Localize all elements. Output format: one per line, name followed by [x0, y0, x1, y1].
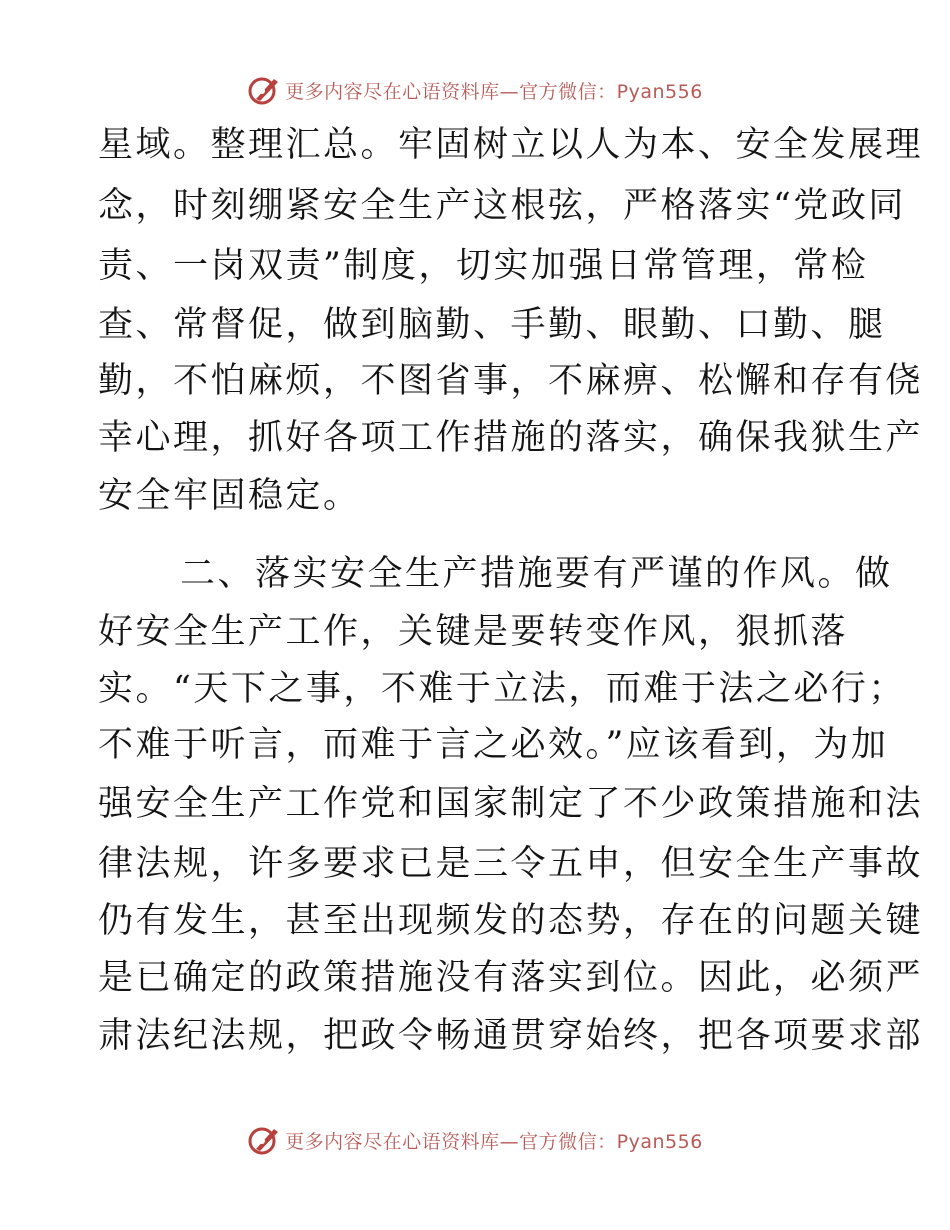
text-line: 不难于听言，而难于言之必效。”应该看到，为加	[98, 725, 889, 765]
text-line: 是已确定的政策措施没有落实到位。因此，必须严	[98, 958, 924, 998]
text-line: 仍有发生，甚至出现频发的态势，存在的问题关键	[98, 901, 924, 941]
footer-watermark	[0, 1120, 950, 1160]
watermark-text: 更多内容尽在心语资料库—官方微信：Pyan556	[285, 1130, 703, 1153]
watermark-text: 更多内容尽在心语资料库—官方微信：Pyan556	[285, 80, 703, 103]
text-line: 念，时刻绷紧安全生产这根弦，严格落实“党政同	[98, 186, 906, 226]
paragraph-2-first-line: 二、落实安全生产措施要有严谨的作风。做	[180, 554, 893, 594]
quill-logo-icon	[247, 1123, 281, 1157]
text-line: 幸心理，抓好各项工作措施的落实，确保我狱生产	[98, 418, 924, 458]
text-line: 星域。整理汇总。牢固树立以人为本、安全发展理	[98, 125, 924, 165]
text-line: 安全牢固稳定。	[98, 476, 361, 516]
text-line: 实。“天下之事，不难于立法，而难于法之必行；	[98, 669, 906, 709]
text-line: 肃法纪法规，把政令畅通贯穿始终，把各项要求部	[98, 1016, 924, 1056]
text-line: 好安全生产工作，关键是要转变作风，狠抓落	[98, 612, 849, 652]
text-line: 勤，不怕麻烦，不图省事，不麻痹、松懈和存有侥	[98, 361, 924, 401]
text-line: 强安全生产工作党和国家制定了不少政策措施和法	[98, 784, 924, 824]
text-line: 责、一岗双责”制度，切实加强日常管理，常检	[98, 246, 869, 286]
text-line: 查、常督促，做到脑勤、手勤、眼勤、口勤、腿	[98, 305, 886, 345]
text-line: 律法规，许多要求已是三令五申，但安全生产事故	[98, 844, 924, 884]
